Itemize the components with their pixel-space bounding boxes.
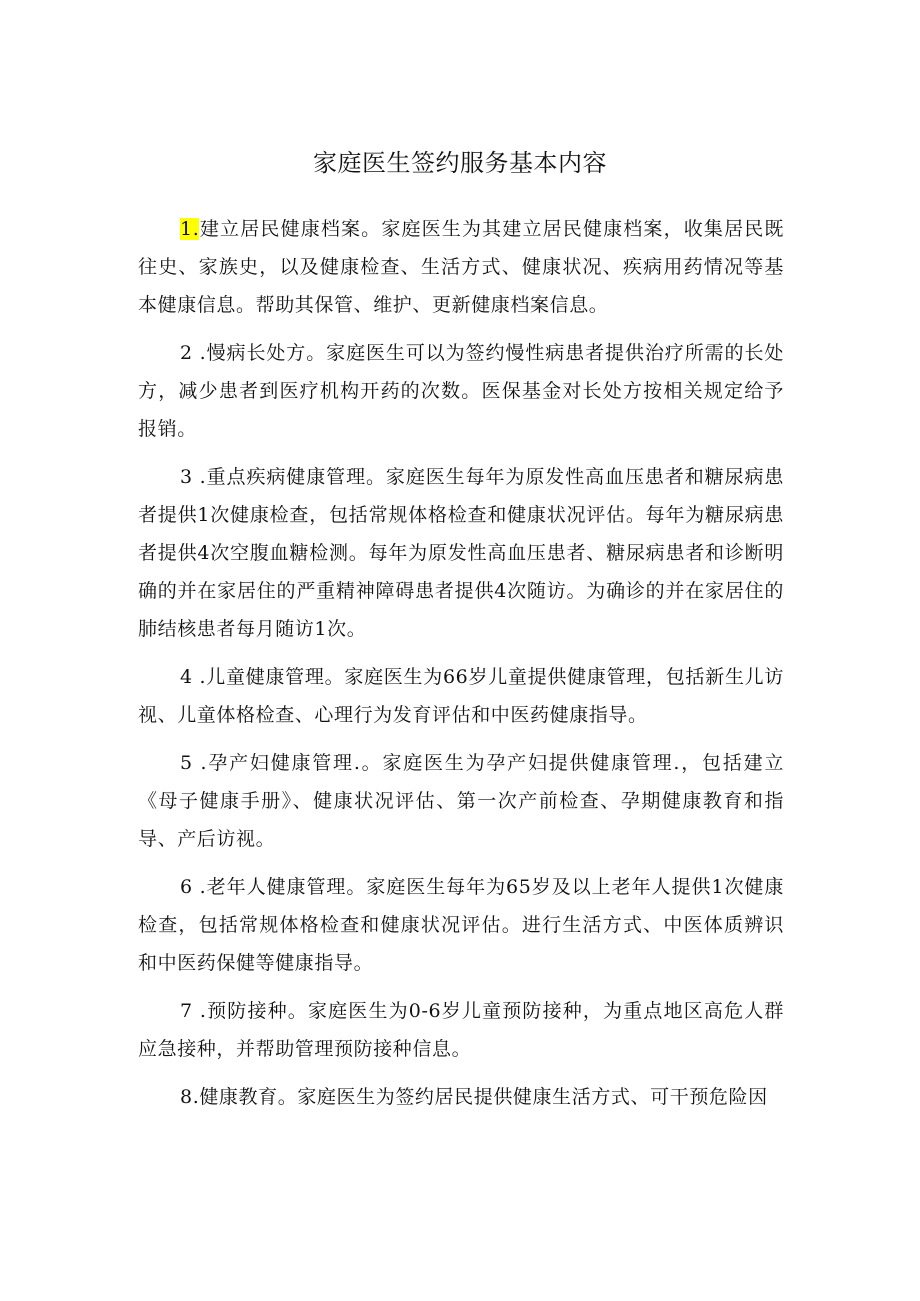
paragraph-number: 8. xyxy=(180,1086,200,1108)
paragraph-6 xyxy=(138,868,784,982)
paragraph-1 xyxy=(138,210,784,324)
paragraph-3 xyxy=(138,458,784,648)
paragraph-5 xyxy=(138,744,784,858)
paragraph-text: 孕产妇健康管理.。家庭医生为孕产妇提供健康管理.，包括建立《母子健康手册》、健康状况评估、第一次产前检查、孕期健康教育和指导、产后访视。 xyxy=(138,752,784,850)
paragraph-text: 重点疾病健康管理。家庭医生每年为原发性高血压患者和糖尿病患者提供1次健康检查，包括常规体格检查和健康状况评估。每年为糖尿病患者提供4次空腹血糖检测。每年为原发性高血压患者、糖尿病患者和诊断明确的并在家居住的严重精神障碍患者提供4次随访。为确诊的并在家居住的肺结核患者每月随访1次。 xyxy=(138,466,785,640)
paragraph-number: 6 . xyxy=(180,876,207,898)
document-body xyxy=(138,210,784,1126)
paragraph-text: 慢病长处方。家庭医生可以为签约慢性病患者提供治疗所需的长处方，减少患者到医疗机构开药的次数。医保基金对长处方按相关规定给予报销。 xyxy=(138,342,785,440)
page-title: 家庭医生签约服务基本内容 xyxy=(313,149,607,177)
paragraph-text: 儿童健康管理。家庭医生为66岁儿童提供健康管理，包括新生儿访视、儿童体格检查、心理行为发育评估和中医药健康指导。 xyxy=(138,666,785,726)
paragraph-text: 预防接种。家庭医生为0-6岁儿童预防接种，为重点地区高危人群应急接种，并帮助管理预防接种信息。 xyxy=(138,1000,785,1060)
paragraph-number: 3 . xyxy=(180,466,207,488)
paragraph-number: 4 . xyxy=(180,666,207,688)
paragraph-4 xyxy=(138,658,784,734)
paragraph-8 xyxy=(138,1078,784,1116)
paragraph-text: 健康教育。家庭医生为签约居民提供健康生活方式、可干预危险因 xyxy=(199,1086,768,1108)
paragraph-2 xyxy=(138,334,784,448)
paragraph-text: 建立居民健康档案。家庭医生为其建立居民健康档案，收集居民既往史、家族史，以及健康检查、生活方式、健康状况、疾病用药情况等基本健康信息。帮助其保管、维护、更新健康档案信息。 xyxy=(138,218,784,316)
paragraph-number: 5 . xyxy=(180,752,208,774)
paragraph-number: 7 . xyxy=(180,1000,207,1022)
paragraph-7 xyxy=(138,992,784,1068)
paragraph-number: 2 . xyxy=(180,342,207,364)
paragraph-number-highlighted: 1. xyxy=(180,218,200,240)
paragraph-text: 老年人健康管理。家庭医生每年为65岁及以上老年人提供1次健康检查，包括常规体格检查和健康状况评估。进行生活方式、中医体质辨识和中医药保健等健康指导。 xyxy=(138,876,784,974)
